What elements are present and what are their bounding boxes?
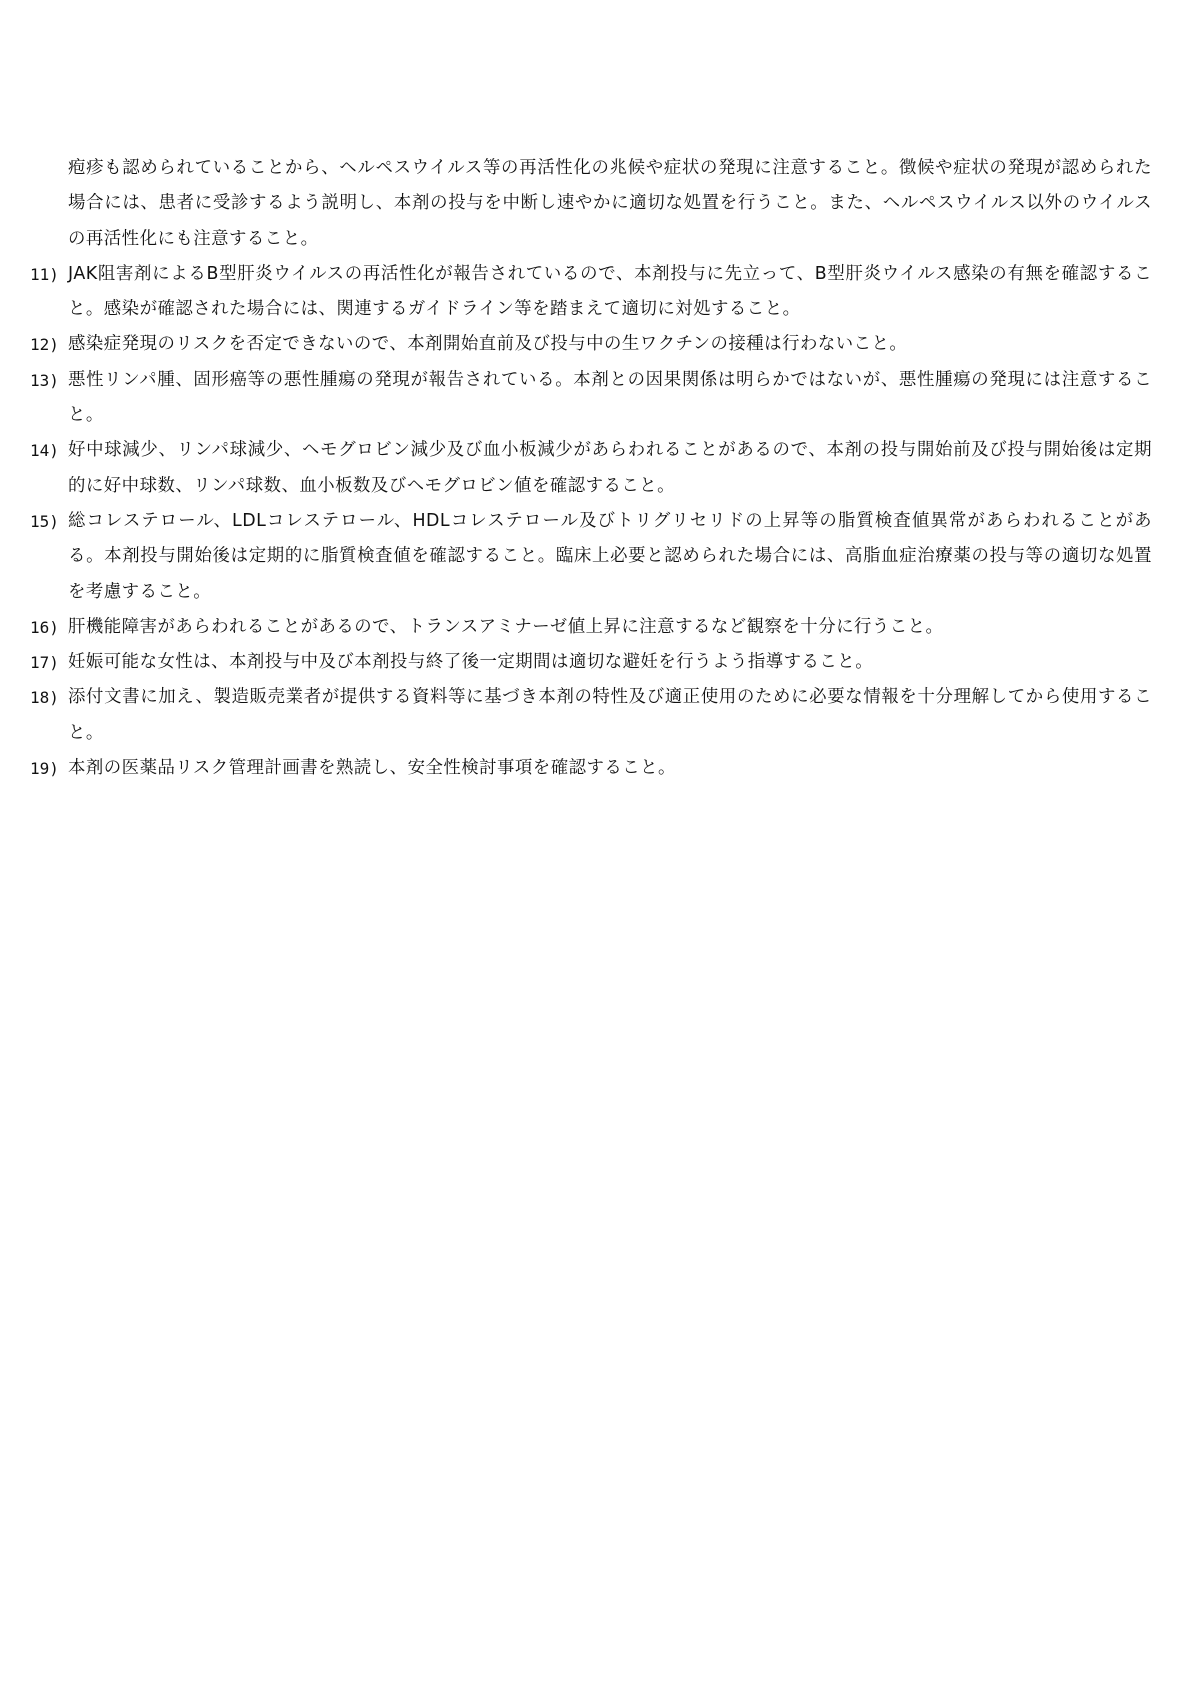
list-item <box>30 751 1152 786</box>
item-number: 14) <box>30 441 59 461</box>
list-item <box>30 327 1152 362</box>
list-item <box>30 151 1152 257</box>
list-item <box>30 257 1152 328</box>
item-text: 本剤の医薬品リスク管理計画書を熟読し、安全性検討事項を確認すること。 <box>68 758 676 779</box>
item-text: 疱疹も認められていることから、ヘルペスウイルス等の再活性化の兆候や症状の発現に注意すること。徴候や症状の発現が認められた場合には、患者に受診するよう説明し、本剤の投与を中断し速やかに適切な処置を行うこと。また、ヘルペスウイルス以外のウイルスの再活性化にも注意すること。 <box>68 158 1152 249</box>
item-number: 12) <box>30 335 59 355</box>
list-item <box>30 433 1152 504</box>
item-number: 16) <box>30 617 59 637</box>
list-item <box>30 504 1152 610</box>
list-item <box>30 610 1152 645</box>
item-number: 15) <box>30 511 59 531</box>
item-text: 好中球減少、リンパ球減少、ヘモグロビン減少及び血小板減少があらわれることがあるので、本剤の投与開始前及び投与開始後は定期的に好中球数、リンパ球数、血小板数及びヘモグロビン値を確認すること。 <box>68 440 1152 496</box>
item-number: 13) <box>30 370 59 390</box>
list-item <box>30 645 1152 680</box>
item-text: 肝機能障害があらわれることがあるので、トランスアミナーゼ値上昇に注意するなど観察を十分に行うこと。 <box>68 616 944 637</box>
item-number: 19) <box>30 759 59 779</box>
list-item <box>30 680 1152 751</box>
item-text: 添付文書に加え、製造販売業者が提供する資料等に基づき本剤の特性及び適正使用のために必要な情報を十分理解してから使用すること。 <box>68 687 1152 743</box>
numbered-list <box>30 151 1152 786</box>
item-text: JAK阻害剤によるB型肝炎ウイルスの再活性化が報告されているので、本剤投与に先立って、B型肝炎ウイルス感染の有無を確認すること。感染が確認された場合には、関連するガイドライン等を踏まえて適切に対処すること。 <box>68 263 1152 320</box>
list-item <box>30 363 1152 434</box>
item-text: 感染症発現のリスクを否定できないので、本剤開始直前及び投与中の生ワクチンの接種は行わないこと。 <box>68 334 908 355</box>
item-text: 悪性リンパ腫、固形癌等の悪性腫瘍の発現が報告されている。本剤との因果関係は明らかではないが、悪性腫瘍の発現には注意すること。 <box>68 369 1152 426</box>
item-text: 妊娠可能な女性は、本剤投与中及び本剤投与終了後一定期間は適切な避妊を行うよう指導すること。 <box>68 652 874 673</box>
item-number: 11) <box>30 264 59 284</box>
item-number: 18) <box>30 688 59 708</box>
item-number: 17) <box>30 653 59 673</box>
item-text: 総コレステロール、LDLコレステロール、HDLコレステロール及びトリグリセリドの上昇等の脂質検査値異常があらわれることがある。本剤投与開始後は定期的に脂質検査値を確認すること。臨床上必要と認められた場合には、高脂血症治療薬の投与等の適切な処置を考慮すること。 <box>68 510 1152 602</box>
